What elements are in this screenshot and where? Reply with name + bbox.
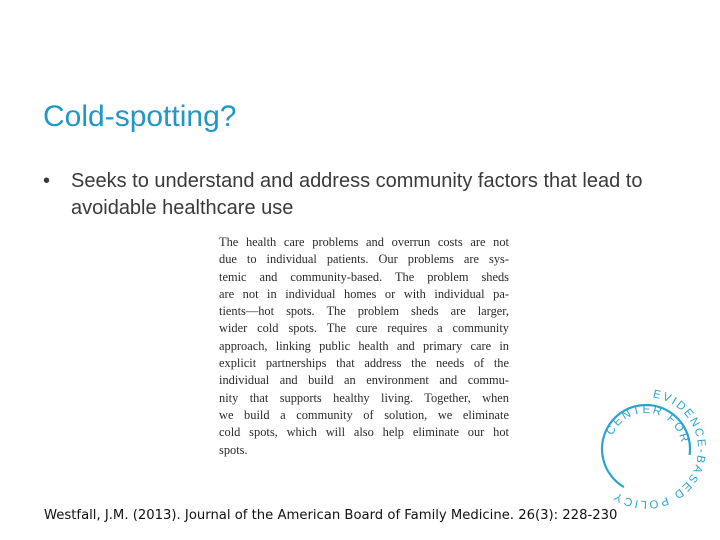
bullet-text: Seeks to understand and address community factors that lead to avoidable healthcare use bbox=[71, 170, 643, 219]
slide-title: Cold-spotting? bbox=[43, 100, 237, 133]
quote-line: cold spots, which will also help eliminate our hot bbox=[219, 425, 509, 440]
quote-line: The health care problems and overrun costs are not bbox=[219, 235, 509, 249]
quote-line: approach, linking public health and primary care in bbox=[219, 338, 509, 353]
citation: Westfall, J.M. (2013). Journal of the American Board of Family Medicine. 26(3): 228-230 bbox=[44, 508, 618, 523]
quote-line: nity that supports healthy living. Together, when bbox=[219, 390, 509, 405]
logo-inner-text: CENTER FOR bbox=[604, 403, 691, 446]
quote-line: temic and community-based. The problem sheds bbox=[219, 269, 509, 284]
quote-line: tients—hot spots. The problem sheds are larger, bbox=[219, 304, 509, 319]
bullet-marker: • bbox=[43, 170, 51, 192]
center-for-evidence-based-policy-logo bbox=[585, 388, 707, 510]
quote-line: due to individual patients. Our problems are sys- bbox=[219, 252, 509, 267]
quote-line: individual and build an environment and commu- bbox=[219, 373, 509, 388]
bullet-item bbox=[43, 168, 703, 222]
quote-excerpt bbox=[219, 234, 509, 459]
logo-outer-text: EVIDENCE-BASED POLICY bbox=[610, 388, 707, 510]
quote-line: wider cold spots. The cure requires a community bbox=[219, 321, 509, 336]
quote-line: we build a community of solution, we eliminate bbox=[219, 407, 509, 422]
quote-line: spots. bbox=[219, 442, 248, 457]
quote-line: explicit partnerships that address the needs of the bbox=[219, 356, 509, 371]
quote-line: are not in individual homes or with individual pa- bbox=[219, 286, 509, 301]
